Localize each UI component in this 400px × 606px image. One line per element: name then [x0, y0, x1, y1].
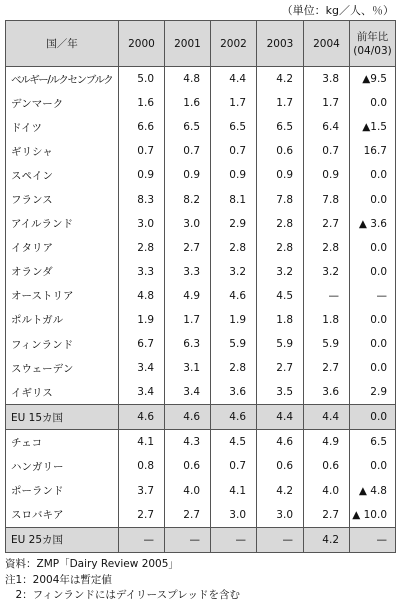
- change-cell: ▲ 3.6: [350, 212, 396, 236]
- country-name: チェコ: [6, 430, 119, 455]
- value-cell: 6.3: [165, 332, 211, 356]
- change-cell: 0.0: [350, 405, 396, 430]
- header-year: 2004: [304, 21, 350, 67]
- change-cell: 0.0: [350, 356, 396, 380]
- value-cell: 4.6: [165, 405, 211, 430]
- value-cell: 0.7: [119, 139, 165, 163]
- table-row: [6, 212, 396, 236]
- value-cell: 0.9: [257, 163, 304, 187]
- change-cell: 0.0: [350, 260, 396, 284]
- country-name: フランス: [6, 187, 119, 211]
- table-row: [6, 479, 396, 503]
- value-cell: 1.6: [165, 91, 211, 115]
- value-cell: 0.6: [257, 454, 304, 478]
- country-name: ギリシャ: [6, 139, 119, 163]
- value-cell: 3.0: [211, 503, 257, 528]
- table-row: [6, 91, 396, 115]
- value-cell: 0.7: [211, 139, 257, 163]
- country-name: イギリス: [6, 380, 119, 405]
- value-cell: 1.7: [211, 91, 257, 115]
- country-name: ドイツ: [6, 115, 119, 139]
- country-name: オランダ: [6, 260, 119, 284]
- value-cell: 4.6: [257, 430, 304, 455]
- value-cell: 3.6: [304, 380, 350, 405]
- value-cell: 6.6: [119, 115, 165, 139]
- change-cell: ▲1.5: [350, 115, 396, 139]
- value-cell: 4.2: [257, 479, 304, 503]
- value-cell: 3.1: [165, 356, 211, 380]
- change-cell: ▲ 4.8: [350, 479, 396, 503]
- table-row: [6, 236, 396, 260]
- change-cell: 0.0: [350, 308, 396, 332]
- value-cell: 4.4: [211, 67, 257, 92]
- value-cell: 4.2: [257, 67, 304, 92]
- value-cell: 2.7: [304, 503, 350, 528]
- value-cell: 3.4: [119, 356, 165, 380]
- value-cell: —: [119, 527, 165, 552]
- header-country: 国／年: [6, 21, 119, 67]
- value-cell: 3.4: [119, 380, 165, 405]
- value-cell: 1.6: [119, 91, 165, 115]
- change-cell: —: [350, 284, 396, 308]
- change-cell: 0.0: [350, 163, 396, 187]
- note-2: 2：フィンランドにはデイリースプレッドを含む: [5, 589, 241, 601]
- value-cell: 0.7: [304, 139, 350, 163]
- value-cell: 3.0: [257, 503, 304, 528]
- value-cell: 4.4: [304, 405, 350, 430]
- value-cell: —: [304, 284, 350, 308]
- country-name: スウェーデン: [6, 356, 119, 380]
- table-row: [6, 503, 396, 528]
- value-cell: 0.9: [119, 163, 165, 187]
- value-cell: 8.1: [211, 187, 257, 211]
- note-1: 注1：2004年は暫定値: [5, 573, 112, 586]
- country-name: アイルランド: [6, 212, 119, 236]
- value-cell: 1.9: [211, 308, 257, 332]
- header-change-line1: 前年比: [356, 30, 389, 43]
- value-cell: 0.7: [165, 139, 211, 163]
- value-cell: 0.6: [165, 454, 211, 478]
- country-name: EU 15カ国: [6, 405, 119, 430]
- value-cell: —: [211, 527, 257, 552]
- value-cell: 4.9: [304, 430, 350, 455]
- change-cell: ▲ 10.0: [350, 503, 396, 528]
- footnotes: [5, 557, 240, 604]
- value-cell: 2.7: [165, 236, 211, 260]
- country-name: デンマーク: [6, 91, 119, 115]
- value-cell: 0.7: [211, 454, 257, 478]
- value-cell: 2.8: [119, 236, 165, 260]
- value-cell: 0.9: [304, 163, 350, 187]
- value-cell: 3.0: [165, 212, 211, 236]
- header-year: 2001: [165, 21, 211, 67]
- value-cell: 3.4: [165, 380, 211, 405]
- value-cell: 3.2: [211, 260, 257, 284]
- value-cell: 3.0: [119, 212, 165, 236]
- table-row: [6, 187, 396, 211]
- value-cell: 4.5: [257, 284, 304, 308]
- header-year: 2003: [257, 21, 304, 67]
- source-note: 資料：ZMP「Dairy Review 2005」: [5, 558, 179, 570]
- value-cell: 4.0: [304, 479, 350, 503]
- header-year: 2000: [119, 21, 165, 67]
- value-cell: —: [165, 527, 211, 552]
- value-cell: 3.8: [304, 67, 350, 92]
- value-cell: 4.6: [119, 405, 165, 430]
- value-cell: 2.7: [304, 212, 350, 236]
- value-cell: 1.7: [304, 91, 350, 115]
- value-cell: 3.7: [119, 479, 165, 503]
- value-cell: 1.9: [119, 308, 165, 332]
- value-cell: 4.5: [211, 430, 257, 455]
- value-cell: 5.0: [119, 67, 165, 92]
- table-row: [6, 139, 396, 163]
- value-cell: 4.6: [211, 284, 257, 308]
- value-cell: 4.8: [119, 284, 165, 308]
- value-cell: 3.2: [257, 260, 304, 284]
- value-cell: 1.7: [165, 308, 211, 332]
- value-cell: 2.8: [257, 236, 304, 260]
- country-name: EU 25カ国: [6, 527, 119, 552]
- value-cell: 0.9: [211, 163, 257, 187]
- consumption-table: [5, 20, 396, 553]
- value-cell: 3.3: [119, 260, 165, 284]
- value-cell: 4.0: [165, 479, 211, 503]
- country-name: オーストリア: [6, 284, 119, 308]
- header-change: [350, 21, 396, 67]
- value-cell: 8.2: [165, 187, 211, 211]
- value-cell: 4.4: [257, 405, 304, 430]
- value-cell: 1.8: [304, 308, 350, 332]
- value-cell: 7.8: [304, 187, 350, 211]
- value-cell: 6.5: [165, 115, 211, 139]
- table-row: [6, 332, 396, 356]
- value-cell: 3.6: [211, 380, 257, 405]
- change-cell: ▲9.5: [350, 67, 396, 92]
- value-cell: 5.9: [304, 332, 350, 356]
- country-name: ポーランド: [6, 479, 119, 503]
- change-cell: 0.0: [350, 236, 396, 260]
- table-row: [6, 356, 396, 380]
- value-cell: 0.8: [119, 454, 165, 478]
- value-cell: 7.8: [257, 187, 304, 211]
- table-row: [6, 115, 396, 139]
- table-row: [6, 260, 396, 284]
- country-name: ポルトガル: [6, 308, 119, 332]
- header-change-line2: (04/03): [353, 44, 392, 57]
- table-row: [6, 380, 396, 405]
- value-cell: 1.7: [257, 91, 304, 115]
- value-cell: 2.8: [211, 356, 257, 380]
- change-cell: 0.0: [350, 332, 396, 356]
- value-cell: 2.9: [211, 212, 257, 236]
- country-name: フィンランド: [6, 332, 119, 356]
- value-cell: 4.8: [165, 67, 211, 92]
- value-cell: 4.3: [165, 430, 211, 455]
- value-cell: 5.9: [211, 332, 257, 356]
- change-cell: 6.5: [350, 430, 396, 455]
- value-cell: 1.8: [257, 308, 304, 332]
- country-name: イタリア: [6, 236, 119, 260]
- value-cell: 2.8: [257, 212, 304, 236]
- value-cell: 2.7: [119, 503, 165, 528]
- value-cell: 6.4: [304, 115, 350, 139]
- value-cell: 8.3: [119, 187, 165, 211]
- header-year: 2002: [211, 21, 257, 67]
- value-cell: —: [257, 527, 304, 552]
- value-cell: 2.8: [304, 236, 350, 260]
- table-row: [6, 454, 396, 478]
- aggregate-row: [6, 527, 396, 552]
- table-row: [6, 308, 396, 332]
- value-cell: 2.7: [257, 356, 304, 380]
- value-cell: 4.1: [211, 479, 257, 503]
- value-cell: 0.6: [304, 454, 350, 478]
- table-row: [6, 284, 396, 308]
- value-cell: 5.9: [257, 332, 304, 356]
- change-cell: 16.7: [350, 139, 396, 163]
- value-cell: 0.6: [257, 139, 304, 163]
- value-cell: 6.5: [257, 115, 304, 139]
- country-name: ハンガリー: [6, 454, 119, 478]
- table-row: [6, 430, 396, 455]
- change-cell: 2.9: [350, 380, 396, 405]
- value-cell: 3.5: [257, 380, 304, 405]
- unit-note: （単位：kg／人、％）: [281, 4, 394, 17]
- country-name: スペイン: [6, 163, 119, 187]
- table-row: [6, 163, 396, 187]
- value-cell: 6.7: [119, 332, 165, 356]
- change-cell: 0.0: [350, 91, 396, 115]
- value-cell: 0.9: [165, 163, 211, 187]
- table-row: [6, 67, 396, 92]
- value-cell: 3.2: [304, 260, 350, 284]
- value-cell: 4.6: [211, 405, 257, 430]
- aggregate-row: [6, 405, 396, 430]
- change-cell: —: [350, 527, 396, 552]
- country-name: スロバキア: [6, 503, 119, 528]
- change-cell: 0.0: [350, 454, 396, 478]
- value-cell: 6.5: [211, 115, 257, 139]
- value-cell: 4.1: [119, 430, 165, 455]
- value-cell: 4.9: [165, 284, 211, 308]
- value-cell: 2.8: [211, 236, 257, 260]
- country-name: ベルギー/ルクセンブルク: [6, 67, 119, 92]
- change-cell: 0.0: [350, 187, 396, 211]
- value-cell: 3.3: [165, 260, 211, 284]
- value-cell: 4.2: [304, 527, 350, 552]
- value-cell: 2.7: [165, 503, 211, 528]
- header-row: [6, 21, 396, 67]
- value-cell: 2.7: [304, 356, 350, 380]
